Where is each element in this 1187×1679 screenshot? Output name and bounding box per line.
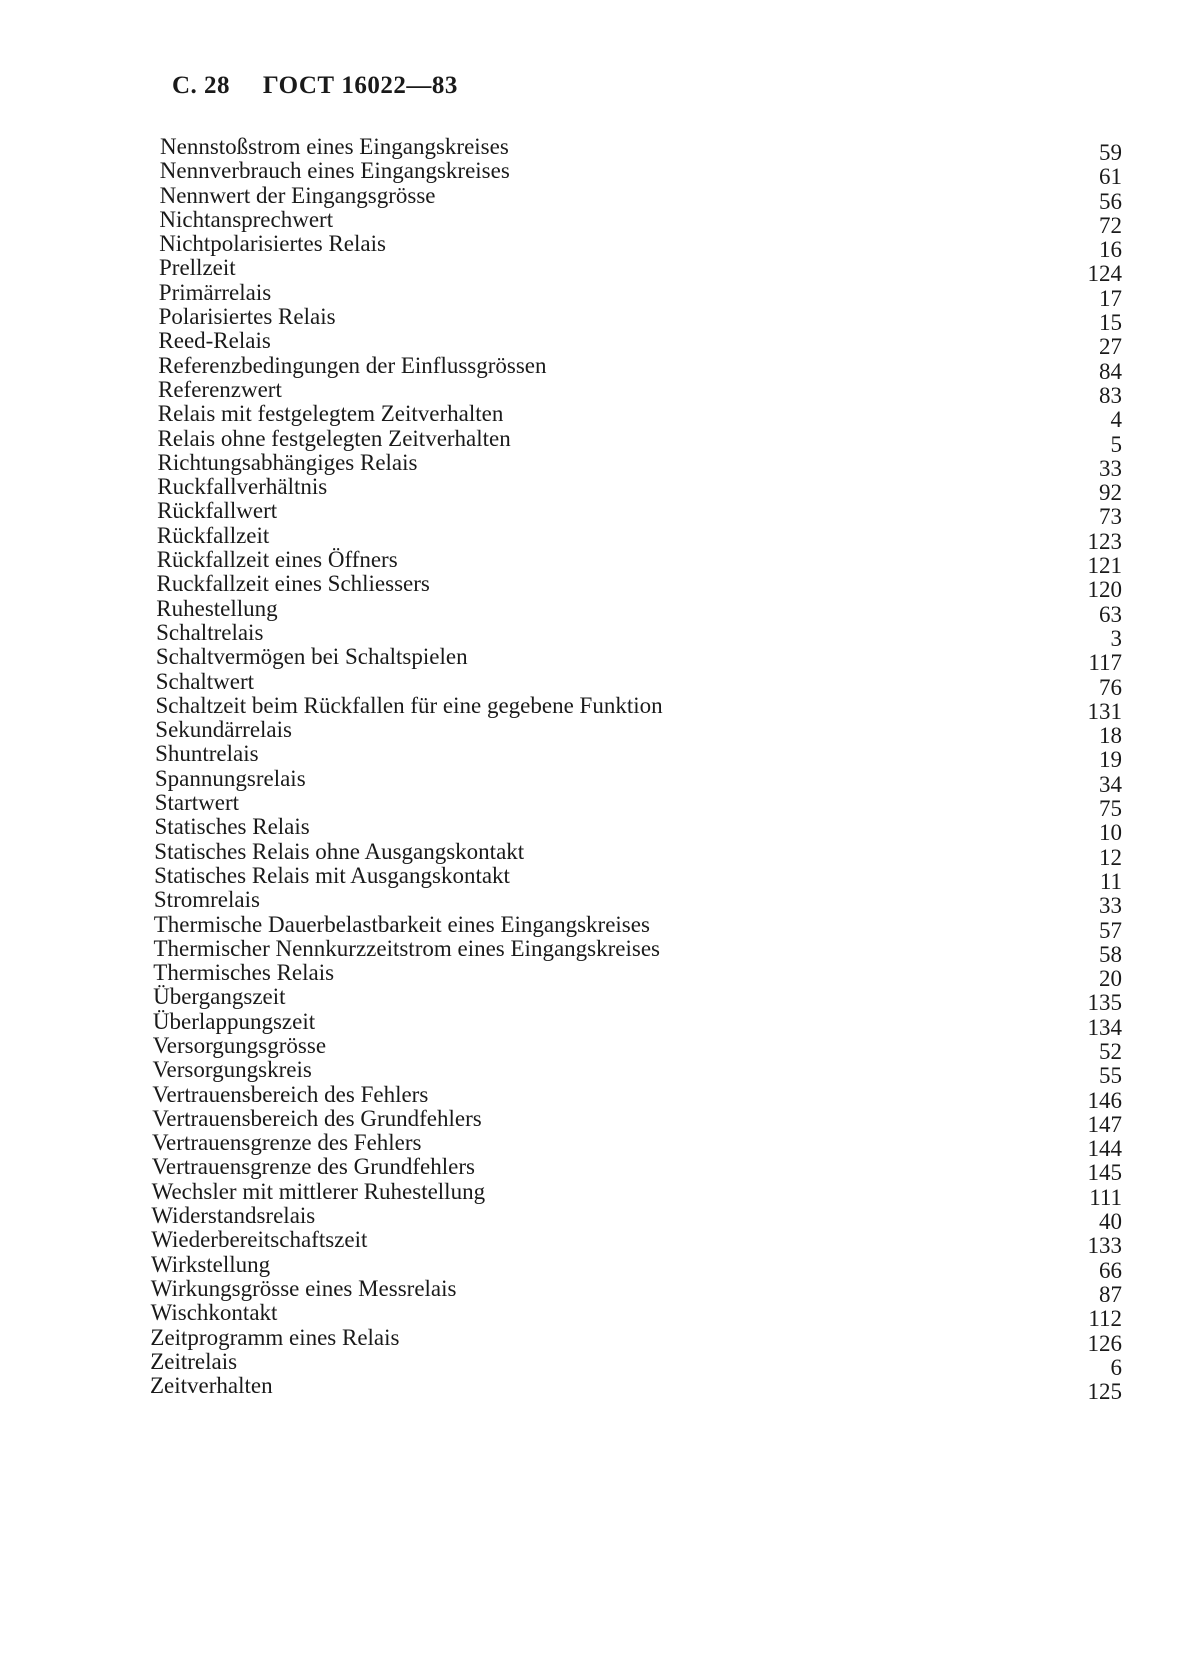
index-term: Thermisches Relais — [153, 960, 335, 986]
index-entry — [150, 1105, 1122, 1137]
index-number: 18 — [1099, 723, 1122, 749]
index-entry — [150, 790, 1122, 822]
index-term: Nichtpolarisiertes Relais — [159, 231, 386, 257]
index-entry — [150, 1275, 1122, 1307]
index-term: Wirkungsgrösse eines Messrelais — [150, 1275, 457, 1301]
index-number: 55 — [1099, 1063, 1122, 1089]
index-entry — [150, 984, 1122, 1016]
index-number: 4 — [1110, 407, 1122, 433]
index-term: Vertrauensgrenze des Grundfehlers — [151, 1154, 475, 1180]
index-term: Thermischer Nennkurzzeitstrom eines Eingangskreises — [153, 935, 660, 961]
index-number: 6 — [1110, 1354, 1122, 1380]
index-number: 83 — [1099, 382, 1122, 408]
index-term: Vertrauensbereich des Fehlers — [152, 1081, 429, 1107]
index-number: 124 — [1087, 261, 1122, 287]
index-term: Versorgungskreis — [152, 1057, 312, 1083]
index-number: 112 — [1088, 1306, 1122, 1332]
index-number: 56 — [1099, 188, 1122, 214]
index-number: 131 — [1087, 698, 1122, 724]
index-entry — [150, 182, 1122, 214]
index-entry — [150, 376, 1122, 408]
index-term: Referenzwert — [158, 376, 282, 402]
index-entry — [150, 1178, 1122, 1210]
index-number: 134 — [1087, 1014, 1122, 1040]
index-number: 17 — [1099, 285, 1122, 311]
index-entry — [150, 1032, 1122, 1064]
index-entry — [150, 1130, 1122, 1162]
index-term: Nennverbrauch eines Eingangskreises — [159, 158, 510, 184]
index-entry — [150, 741, 1122, 773]
index-term: Rückfallzeit eines Öffners — [156, 547, 398, 573]
index-term: Stromrelais — [153, 887, 260, 913]
index-number: 19 — [1099, 747, 1122, 773]
index-number: 72 — [1099, 212, 1122, 238]
index-number: 144 — [1087, 1136, 1122, 1162]
index-entry — [150, 522, 1122, 554]
index-number: 5 — [1110, 431, 1122, 457]
index-number: 15 — [1099, 310, 1122, 336]
index-number: 87 — [1099, 1281, 1122, 1307]
index-term: Rückfallzeit — [156, 522, 270, 548]
index-number: 92 — [1099, 480, 1122, 506]
index-entry — [150, 1154, 1122, 1186]
index-entry — [150, 134, 1122, 165]
index-number: 121 — [1087, 553, 1122, 579]
index-number: 20 — [1099, 966, 1122, 992]
index-term: Vertrauensgrenze des Fehlers — [152, 1130, 422, 1156]
index-number: 34 — [1099, 771, 1122, 797]
index-number: 66 — [1099, 1257, 1122, 1283]
index-term: Wiederbereitschaftszeit — [151, 1227, 368, 1253]
index-number: 126 — [1087, 1330, 1122, 1356]
index-number: 76 — [1099, 674, 1122, 700]
index-term: Ruckfallzeit eines Schliessers — [156, 571, 430, 597]
index-number: 27 — [1099, 334, 1122, 360]
index-number: 16 — [1099, 237, 1122, 263]
index-number: 135 — [1087, 990, 1122, 1016]
index-term: Shuntrelais — [155, 741, 259, 767]
index-term: Überlappungszeit — [152, 1008, 316, 1034]
index-entry — [150, 1300, 1122, 1332]
index-entry — [150, 547, 1122, 579]
index-number: 75 — [1099, 796, 1122, 822]
page-number: С. 28 — [172, 72, 231, 99]
index-term: Schaltvermögen bei Schaltspielen — [155, 644, 468, 670]
index-term: Thermische Dauerbelastbarkeit eines Eingangskreises — [153, 911, 650, 937]
index-term: Startwert — [154, 790, 239, 816]
index-entry — [150, 1373, 1122, 1405]
index-entry — [150, 765, 1122, 797]
index-entry — [150, 911, 1122, 943]
index-number: 12 — [1099, 844, 1122, 870]
index-entry — [150, 1203, 1122, 1235]
index-term: Richtungsabhängiges Relais — [157, 449, 418, 475]
index-number: 145 — [1087, 1160, 1122, 1186]
index-term: Wechsler mit mittlerer Ruhestellung — [151, 1178, 486, 1204]
index-term: Prellzeit — [159, 255, 236, 281]
index-entry — [150, 1227, 1122, 1259]
index-number: 61 — [1099, 164, 1122, 190]
index-entry — [150, 1348, 1122, 1380]
index-number: 133 — [1087, 1233, 1122, 1259]
index-term: Übergangszeit — [153, 984, 286, 1010]
index-number: 84 — [1099, 358, 1122, 384]
index-number: 123 — [1087, 528, 1122, 554]
index-term: Wirkstellung — [151, 1251, 271, 1277]
index-number: 73 — [1099, 504, 1122, 530]
index-number: 147 — [1087, 1111, 1122, 1137]
index-entry — [150, 425, 1122, 457]
index-entry — [150, 498, 1122, 530]
index-entry — [150, 1057, 1122, 1089]
index-term: Polarisiertes Relais — [158, 304, 336, 330]
index-term: Wischkontakt — [150, 1300, 278, 1326]
index-entry — [150, 619, 1122, 651]
index-entry — [150, 328, 1122, 360]
index-number: 117 — [1088, 650, 1122, 676]
index-term: Zeitverhalten — [150, 1373, 273, 1399]
index-term: Schaltwert — [155, 668, 255, 694]
index-term: Statisches Relais — [154, 814, 310, 840]
index-term: Vertrauensbereich des Grundfehlers — [152, 1105, 482, 1131]
index-number: 63 — [1099, 601, 1122, 627]
index-entry — [150, 862, 1122, 894]
index-entry — [150, 668, 1122, 700]
index-entry — [150, 814, 1122, 846]
index-number: 58 — [1099, 941, 1122, 967]
index-number: 52 — [1099, 1038, 1122, 1064]
index-entry — [150, 279, 1122, 311]
index-term: Zeitprogramm eines Relais — [150, 1324, 400, 1350]
index-term: Zeitrelais — [150, 1348, 238, 1374]
standard-id: ГОСТ 16022—83 — [262, 72, 458, 99]
index-entry — [150, 960, 1122, 992]
index-entry — [150, 158, 1122, 190]
index-term: Nichtansprechwert — [159, 206, 334, 232]
index-entry — [150, 838, 1122, 870]
index-term: Spannungsrelais — [154, 765, 306, 791]
index-entry — [150, 352, 1122, 384]
index-entry — [150, 474, 1122, 506]
index-term: Statisches Relais mit Ausgangskontakt — [154, 862, 510, 888]
index-entry — [150, 401, 1122, 433]
index-entry — [150, 1251, 1122, 1283]
index-number: 111 — [1089, 1184, 1122, 1210]
index-entry — [150, 595, 1122, 627]
index-term: Sekundärrelais — [155, 717, 292, 743]
page-header — [172, 72, 458, 100]
index-number: 10 — [1099, 820, 1122, 846]
index-entry — [150, 206, 1122, 238]
index-term: Nennstoßstrom eines Eingangskreises — [160, 134, 509, 159]
index-number: 11 — [1099, 868, 1122, 894]
index-number: 59 — [1099, 140, 1122, 165]
index-number: 120 — [1087, 577, 1122, 603]
index-term: Relais mit festgelegtem Zeitverhalten — [157, 401, 504, 427]
index-entry — [150, 692, 1122, 724]
index-number: 146 — [1087, 1087, 1122, 1113]
index-term: Widerstandsrelais — [151, 1203, 316, 1229]
index-entry — [150, 231, 1122, 263]
index-number: 33 — [1099, 893, 1122, 919]
index-entry — [150, 644, 1122, 676]
index-number: 57 — [1099, 917, 1122, 943]
index-entry — [150, 935, 1122, 967]
index-entry — [150, 717, 1122, 749]
index-number: 40 — [1099, 1209, 1122, 1235]
index-term: Ruckfallverhältnis — [157, 474, 328, 500]
index-term: Reed-Relais — [158, 328, 271, 354]
index-term: Schaltrelais — [156, 619, 264, 645]
index-number: 125 — [1087, 1379, 1122, 1405]
index-term: Rückfallwert — [157, 498, 278, 524]
index-term: Referenzbedingungen der Einflussgrössen — [158, 352, 547, 378]
index-entry — [150, 304, 1122, 336]
index-term: Versorgungsgrösse — [152, 1032, 327, 1058]
index-entry — [150, 255, 1122, 287]
index-number: 33 — [1099, 455, 1122, 481]
index-entry — [150, 1324, 1122, 1356]
index-term: Ruhestellung — [156, 595, 278, 621]
index-term: Statisches Relais ohne Ausgangskontakt — [154, 838, 525, 864]
index-list — [150, 134, 1122, 1405]
index-number: 3 — [1110, 625, 1122, 651]
index-entry — [150, 449, 1122, 481]
index-term: Nennwert der Eingangsgrösse — [159, 182, 436, 208]
index-entry — [150, 887, 1122, 919]
index-entry — [150, 1081, 1122, 1113]
index-entry — [150, 571, 1122, 603]
index-term: Schaltzeit beim Rückfallen für eine gegebene Funktion — [155, 692, 663, 718]
index-term: Relais ohne festgelegten Zeitverhalten — [157, 425, 511, 451]
index-term: Primärrelais — [158, 279, 272, 305]
index-entry — [150, 1008, 1122, 1040]
